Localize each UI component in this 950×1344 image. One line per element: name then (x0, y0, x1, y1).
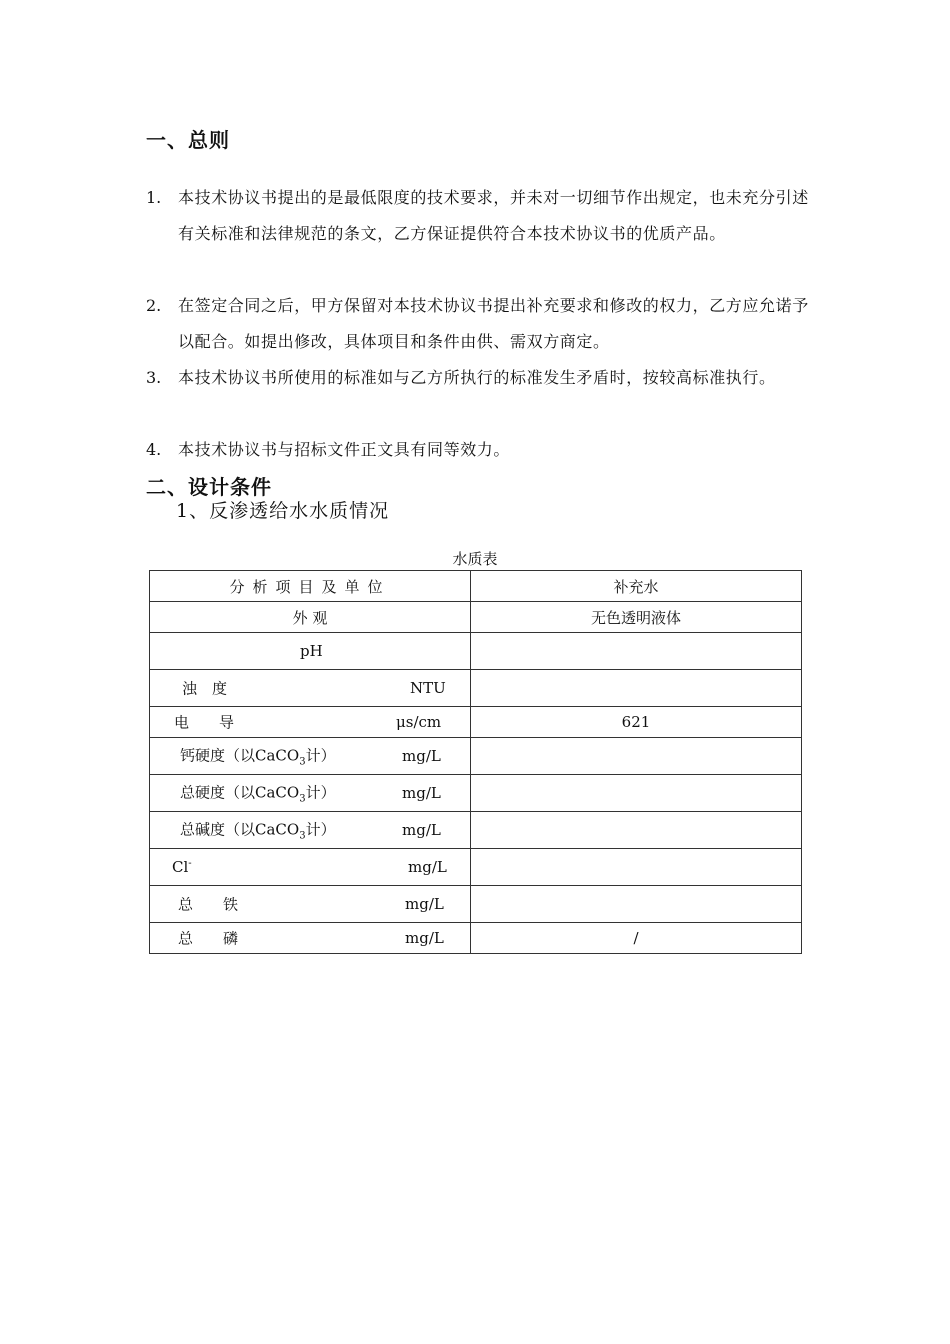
table-row (150, 886, 802, 923)
row-unit: μs/cm (396, 713, 442, 731)
list-number: 2. (146, 296, 162, 315)
row-unit: mg/L (405, 895, 444, 913)
row-value (471, 775, 802, 812)
row-label: 总 铁 (178, 895, 239, 914)
row-value: / (471, 923, 802, 954)
row-unit: mg/L (408, 858, 447, 876)
list-item (146, 432, 816, 468)
row-unit: NTU (410, 679, 446, 697)
list-item (146, 288, 816, 360)
row-value: 无色透明液体 (471, 602, 802, 633)
row-label: 钙硬度（以CaCO$_3$计） (180, 746, 336, 768)
table-row (150, 812, 802, 849)
subsection-heading: 1、反渗透给水水质情况 (176, 500, 390, 522)
row-label: 总碱度（以CaCO$_3$计） (180, 820, 336, 842)
table-title: 水质表 (452, 550, 498, 568)
row-unit: mg/L (402, 784, 441, 802)
list-item (146, 360, 816, 396)
row-value (471, 633, 802, 670)
row-label: 浊 度 (182, 679, 228, 698)
row-value (471, 849, 802, 886)
row-value (471, 670, 802, 707)
table-row (150, 707, 802, 738)
table-row (150, 775, 802, 812)
list-item (146, 180, 816, 252)
row-value: 621 (471, 707, 802, 738)
section-heading-general: 一、总则 (146, 128, 230, 152)
row-value (471, 812, 802, 849)
list-number: 3. (146, 368, 162, 387)
table-row (150, 849, 802, 886)
list-number: 1. (146, 188, 162, 207)
table-header-row (150, 571, 802, 602)
row-value (471, 886, 802, 923)
section-heading-design: 二、设计条件 (146, 475, 272, 499)
header-cell-makeup-water: 补充水 (471, 571, 802, 602)
header-cell-item: 分析项目及单位 (150, 571, 471, 602)
row-unit: mg/L (405, 929, 444, 947)
row-label: pH (300, 642, 323, 660)
table-row (150, 923, 802, 954)
row-unit: mg/L (402, 747, 441, 765)
row-label: 电 导 (174, 713, 235, 732)
list-text: 本技术协议书与招标文件正文具有同等效力。 (178, 440, 511, 459)
table-row (150, 670, 802, 707)
list-text: 本技术协议书提出的是最低限度的技术要求，并未对一切细节作出规定，也未充分引述有关标准和法律规范的条文，乙方保证提供符合本技术协议书的优质产品。 (178, 188, 809, 243)
water-quality-table (149, 570, 802, 954)
row-unit: mg/L (402, 821, 441, 839)
table-row (150, 633, 802, 670)
row-value (471, 738, 802, 775)
list-number: 4. (146, 440, 162, 459)
row-label: 总硬度（以CaCO$_3$计） (180, 783, 336, 805)
table-row (150, 738, 802, 775)
list-text: 在签定合同之后，甲方保留对本技术协议书提出补充要求和修改的权力，乙方应允诺予以配合。如提出修改，具体项目和条件由供、需双方商定。 (178, 296, 809, 351)
list-text: 本技术协议书所使用的标准如与乙方所执行的标准发生矛盾时，按较高标准执行。 (178, 368, 776, 387)
row-label: 外 观 (150, 602, 471, 633)
row-label: Cl- (172, 858, 192, 876)
row-label: 总 磷 (178, 929, 239, 948)
table-row (150, 602, 802, 633)
